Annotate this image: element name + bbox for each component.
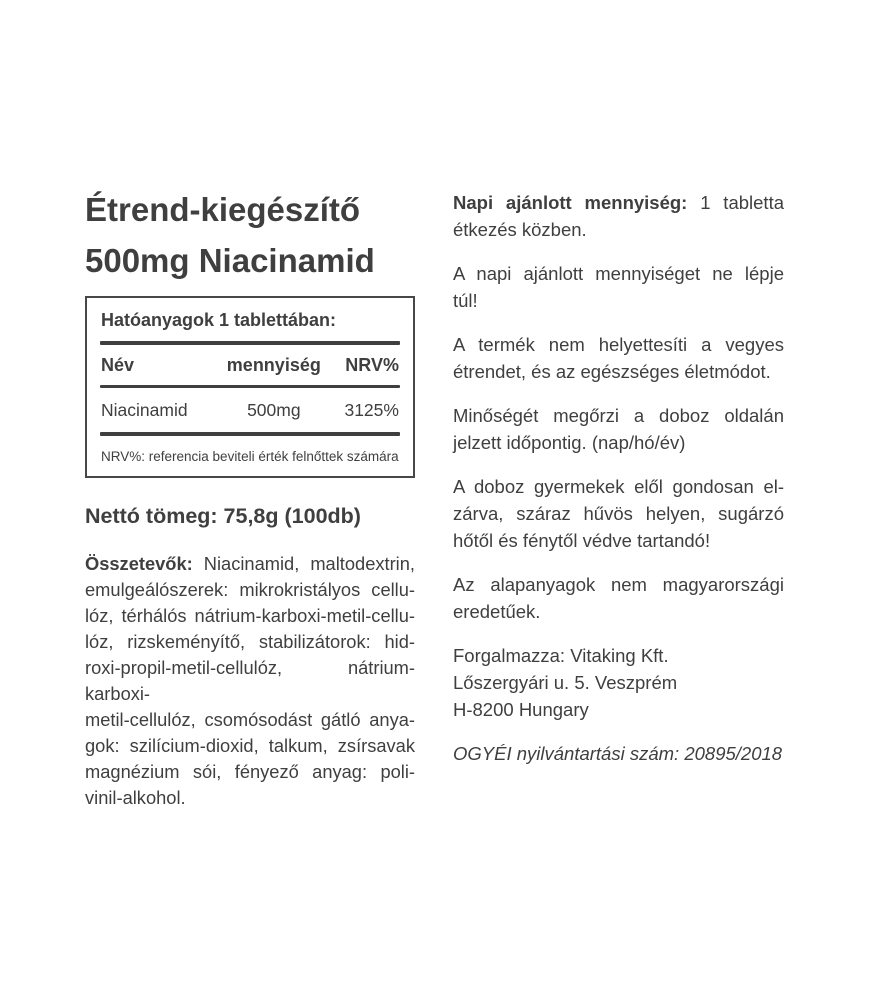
text-line: túl! — [453, 290, 478, 311]
dosage-label: Napi ajánlott mennyiség: — [453, 192, 688, 213]
table-rule-middle — [100, 385, 400, 388]
cell-ingredient-quantity: 500mg — [247, 399, 301, 420]
text-line: zárva, száraz hűvös helyen, sugárzó — [453, 503, 784, 524]
column-header-nrv: NRV% — [345, 355, 399, 375]
text-line: emulgeálószerek: mikrokristályos cellu- — [85, 578, 415, 600]
paragraph-storage — [453, 473, 784, 554]
paragraph-quality — [453, 402, 784, 456]
text-line: hőtől és fénytől védve tartandó! — [453, 530, 711, 551]
distributor-address — [453, 642, 784, 723]
text-line: eredetűek. — [453, 601, 541, 622]
ingredients-lines — [85, 577, 415, 811]
cell-ingredient-nrv: 3125% — [344, 399, 399, 420]
column-header-quantity: mennyiség — [226, 355, 321, 375]
text-line: roxi-propil-metil-cellulóz, nátrium-karboxi- — [85, 656, 415, 704]
table-row — [100, 399, 400, 422]
ingredients-first-line — [85, 551, 415, 577]
paragraph-dosage — [453, 189, 784, 243]
text-line: étrendet, és az egészséges életmódot. — [453, 361, 771, 382]
ingredients-paragraph — [85, 551, 415, 811]
text-line: jelzett időpontig. (nap/hó/év) — [453, 432, 686, 453]
paragraph-varied-diet — [453, 331, 784, 385]
table-rule-top — [100, 341, 400, 345]
text-line: A termék nem helyettesíti a vegyes — [453, 334, 784, 355]
text-line: metil-cellulóz, csomósodást gátló anya- — [85, 708, 415, 730]
column-header-name: Név — [101, 355, 135, 375]
active-ingredients-table — [85, 296, 415, 478]
dosage-lines — [453, 216, 784, 243]
ingredients-first-line-text: Niacinamid, maltodextrin, — [203, 552, 415, 574]
cell-ingredient-name: Niacinamid — [101, 399, 188, 420]
table-header-row — [100, 354, 400, 377]
table-footnote: NRV%: referencia beviteli érték felnőttek számára — [101, 448, 399, 464]
table-heading: Hatóanyagok 1 tablettában: — [101, 310, 337, 330]
text-line: H-8200 Hungary — [453, 699, 589, 720]
text-line: lóz, rizskeményítő, stabilizátorok: hid- — [85, 630, 415, 652]
dosage-value: 1 tabletta — [700, 192, 784, 213]
dosage-first-line — [453, 189, 784, 216]
text-line: vinil-alkohol. — [85, 786, 186, 808]
right-column — [453, 189, 784, 784]
text-line: Lőszergyári u. 5. Veszprém — [453, 672, 678, 693]
net-weight: Nettó tömeg: 75,8g (100db) — [85, 503, 361, 528]
left-column — [85, 184, 415, 811]
text-line: A doboz gyermekek elől gondosan el- — [453, 476, 784, 497]
text-line: lóz, térhálós nátrium-karboxi-metil-cellu- — [85, 604, 415, 626]
ingredients-label: Összetevők: — [85, 552, 193, 574]
text-line: gok: szilícium-dioxid, talkum, zsírsavak — [85, 734, 415, 756]
text-line: étkezés közben. — [453, 219, 587, 240]
text-line: Forgalmazza: Vitaking Kft. — [453, 645, 669, 666]
paragraph-limit-warning — [453, 260, 784, 314]
text-line: Az alapanyagok nem magyarországi — [453, 574, 784, 595]
text-line: magnézium sói, fényező anyag: poli- — [85, 760, 415, 782]
paragraph-origin — [453, 571, 784, 625]
table-rule-bottom — [100, 432, 400, 436]
product-title-line2: 500mg Niacinamid — [85, 242, 375, 279]
product-title-line1: Étrend-kiegészítő — [85, 191, 361, 228]
text-line: Minőségét megőrzi a doboz oldalán — [453, 405, 784, 426]
registration-number: OGYÉI nyilvántartási szám: 20895/2018 — [453, 743, 783, 764]
product-title — [85, 184, 415, 286]
text-line: A napi ajánlott mennyiséget ne lépje — [453, 263, 784, 284]
